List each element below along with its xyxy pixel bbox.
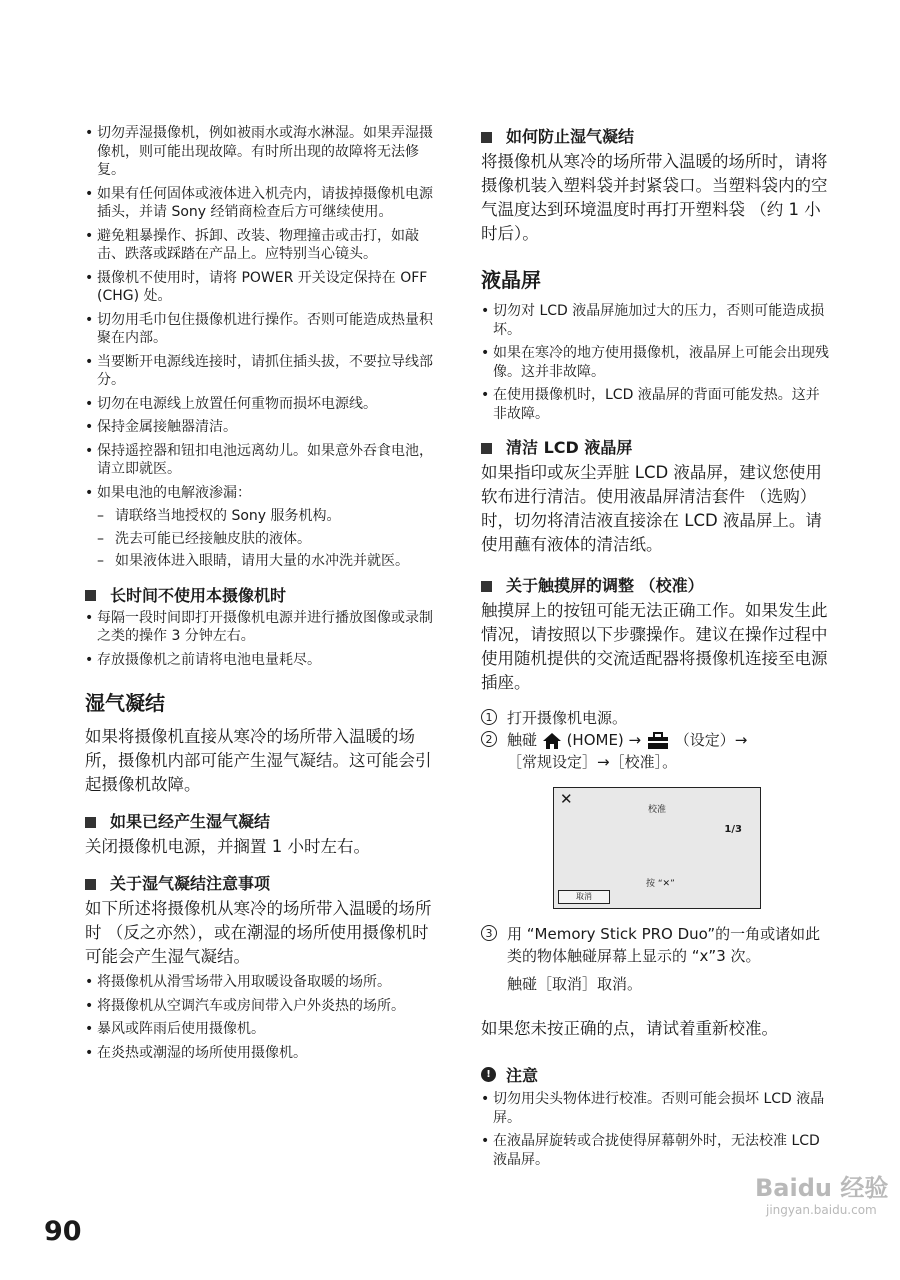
heading-condensation: 湿气凝结 [85,691,165,715]
square-bullet-icon [481,132,492,143]
list-item: • 切勿对 LCD 液晶屏施加过大的压力，否则可能造成损坏。 [481,302,833,339]
step-2-path: ［常规设定］→［校准］。 [507,753,678,771]
toolbox-settings-icon [646,732,670,750]
list-item: • 当要断开电源线连接时，请抓住插头拔，不要拉导线部分。 [85,353,435,390]
watermark-logo: Baidu 经验 [755,1174,889,1202]
retry-paragraph: 如果您未按正确的点，请试着重新校准。 [481,1019,778,1038]
condensation-paragraph: 如果将摄像机直接从寒冷的场所带入温暖的场所，摄像机内部可能产生湿气凝结。这可能会引起摄像机故障。 [85,727,432,794]
step-number: 3 [481,925,497,941]
list-item: • 如果有任何固体或液体进入机壳内，请拔掉摄像机电源插头，并请 Sony 经销商检查后方可继续使用。 [85,185,435,222]
list-item: • 避免粗暴操作、拆卸、改装、物理撞击或击打，如敲击、跌落或踩踏在产品上。应特别当心镜头。 [85,227,435,264]
list-item: • 暴风或阵雨后使用摄像机。 [85,1020,435,1039]
lcd-bullet-list [481,302,833,423]
list-item: • 切勿用尖头物体进行校准。否则可能会损坏 LCD 液晶屏。 [481,1090,833,1127]
screen-cancel-button: 取消 [558,890,610,904]
right-column [481,124,833,1174]
calibration-screen-illustration [553,787,761,909]
list-item: • 保持金属接触器清洁。 [85,418,435,437]
condensation-notes-paragraph: 如下所述将摄像机从寒冷的场所带入温暖的场所时 （反之亦然），或在潮湿的场所使用摄像机时可能会产生湿气凝结。 [85,899,432,966]
close-icon: ✕ [560,790,573,808]
safety-bullet-list [85,124,435,502]
step-3-cancel: 触碰［取消］取消。 [507,975,643,993]
heading-prevent-condensation: 如何防止湿气凝结 [481,126,833,148]
heading-clean-lcd: 清洁 LCD 液晶屏 [481,437,833,459]
watermark-url: jingyan.baidu.com [766,1203,877,1217]
note-icon: ! [481,1067,496,1082]
list-item: • 切勿在电源线上放置任何重物而损坏电源线。 [85,395,435,414]
list-item: • 如果电池的电解液渗漏： [85,484,435,503]
prevent-paragraph: 将摄像机从寒冷的场所带入温暖的场所时，请将摄像机装入塑料袋并封紧袋口。当塑料袋内的空气温度达到环境温度时再打开塑料袋 （约 1 小时后）。 [481,152,828,243]
leak-dash-list [85,507,435,571]
left-column [85,124,435,1067]
screen-title: 校准 [648,805,667,815]
list-item: • 在液晶屏旋转或合拢使得屏幕朝外时，无法校准 LCD 液晶屏。 [481,1132,833,1169]
calibration-paragraph: 触摸屏上的按钮可能无法正确工作。如果发生此情况，请按照以下步骤操作。建议在操作过程中使用随机提供的交流适配器将摄像机连接至电源插座。 [481,601,828,692]
heading-lcd: 液晶屏 [481,268,541,292]
square-bullet-icon [85,879,96,890]
list-item: • 每隔一段时间即打开摄像机电源并进行播放图像或录制之类的操作 3 分钟左右。 [85,609,435,646]
home-icon [542,732,562,750]
list-item: • 摄像机不使用时，请将 POWER 开关设定保持在 OFF (CHG) 处。 [85,269,435,306]
list-item: • 存放摄像机之前请将电池电量耗尽。 [85,651,435,670]
square-bullet-icon [85,590,96,601]
calibration-steps [481,707,833,773]
step-2: 2 触碰 (HOME) → （设定）→ ［常规设定］→［校准］。 [481,729,833,773]
heading-longtime: 长时间不使用本摄像机时 [85,585,435,607]
note-bullet-list [481,1090,833,1169]
screen-page-indicator: 1/3 [724,824,742,835]
list-item: • 保持遥控器和钮扣电池远离幼儿。如果意外吞食电池，请立即就医。 [85,442,435,479]
square-bullet-icon [85,817,96,828]
step-number: 2 [481,731,497,747]
list-item: • 切勿弄湿摄像机，例如被雨水或海水淋湿。如果弄湿摄像机，则可能出现故障。有时所出现的故障将无法修复。 [85,124,435,180]
clean-paragraph: 如果指印或灰尘弄脏 LCD 液晶屏，建议您使用软布进行清洁。使用液晶屏清洁套件 （选购）时，切勿将清洁液直接涂在 LCD 液晶屏上。请使用蘸有液体的清洁纸。 [481,463,822,554]
step-1: 1 打开摄像机电源。 [481,707,833,729]
page-number: 90 [44,1216,82,1247]
heading-if-condensed: 如果已经产生湿气凝结 [85,811,435,833]
heading-condensation-notes: 关于湿气凝结注意事项 [85,873,435,895]
if-condensed-paragraph: 关闭摄像机电源，并搁置 1 小时左右。 [85,837,370,856]
list-item: • 将摄像机从滑雪场带入用取暖设备取暖的场所。 [85,973,435,992]
list-item: – 洗去可能已经接触皮肤的液体。 [85,530,435,549]
list-item: • 在炎热或潮湿的场所使用摄像机。 [85,1044,435,1063]
list-item: • 将摄像机从空调汽车或房间带入户外炎热的场所。 [85,997,435,1016]
list-item: • 如果在寒冷的地方使用摄像机，液晶屏上可能会出现残像。这并非故障。 [481,344,833,381]
list-item: • 切勿用毛巾包住摄像机进行操作。否则可能造成热量积聚在内部。 [85,311,435,348]
step-number: 1 [481,709,497,725]
list-item: – 请联络当地授权的 Sony 服务机构。 [85,507,435,526]
step-3: 3 用 “Memory Stick PRO Duo”的一角或诸如此类的物体触碰屏幕上显示的 “x”3 次。 触碰［取消］取消。 [481,923,833,995]
screen-hint: 按 “✕” [646,879,675,889]
square-bullet-icon [481,581,492,592]
condensation-notes-list [85,973,435,1062]
heading-calibration: 关于触摸屏的调整 （校准） [481,575,833,597]
list-item: • 在使用摄像机时，LCD 液晶屏的背面可能发热。这并非故障。 [481,386,833,423]
longtime-bullet-list [85,609,435,670]
note-heading: ! 注意 [481,1063,833,1086]
list-item: – 如果液体进入眼睛，请用大量的水冲洗并就医。 [85,552,435,571]
square-bullet-icon [481,443,492,454]
